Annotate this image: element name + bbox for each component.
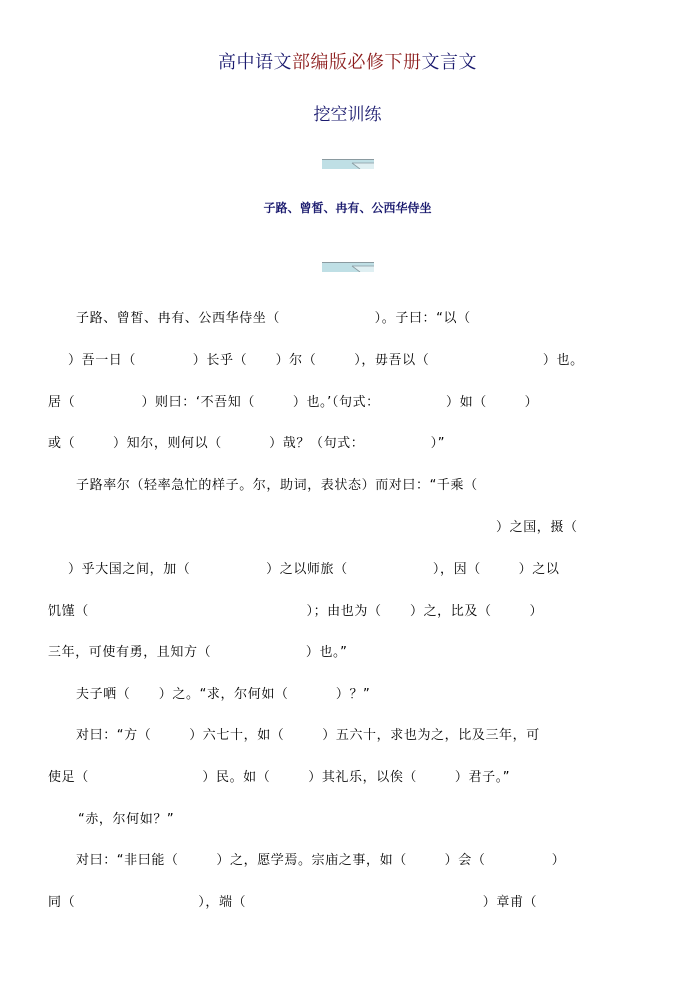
text-line: 三年，可使有勇，且知方（ ）也。” (48, 645, 348, 660)
text-line: “赤，尔何如？” (78, 812, 175, 827)
text-line: 对曰：“非曰能（ ）之，愿学焉。宗庙之事，如（ ）会（ ） (76, 853, 566, 868)
title-part1: 高中语文 (218, 52, 292, 73)
section-title: 子路、曾皙、冉有、公西华侍坐 (263, 201, 432, 215)
divider-icon (322, 262, 374, 272)
text-line: 子路率尔（轻率急忙的样子。尔，助词，表状态）而对曰：“千乘（ (76, 478, 478, 493)
text-line: 使足（ ）民。如（ ）其礼乐，以俟（ ）君子。” (48, 770, 511, 785)
divider-icon (322, 159, 374, 169)
text-line: 饥馑（ ）；由也为（ ）之，比及（ ） (48, 604, 544, 619)
text-line: ）吾一日（ ）长乎（ ）尔（ ），毋吾以（ ）也。 (68, 353, 584, 368)
text-line: 夫子哂（ ）之。“求，尔何如（ ）？” (76, 687, 371, 702)
text-line: 居（ ）则曰：‘不吾知（ ）也。’（句式： ）如（ ） (48, 395, 539, 410)
page-title (0, 48, 695, 74)
title-part2: 部编版必修下册 (292, 52, 422, 73)
page-subtitle: 挖空训练 (313, 105, 382, 125)
text-line: 同（ ），端（ ）章甫（ (48, 895, 538, 910)
text-line: ）乎大国之间，加（ ）之以师旅（ ），因（ ）之以 (68, 562, 560, 577)
title-part3: 文言文 (421, 52, 477, 73)
text-line: 对曰：“方（ ）六七十，如（ ）五六十，求也为之，比及三年，可 (76, 728, 540, 743)
text-line: 或（ ）知尔，则何以（ ）哉？（句式： ）” (48, 436, 446, 451)
text-line: 子路、曾皙、冉有、公西华侍坐（ ）。子曰：“以（ (76, 311, 471, 326)
text-line: ）之国，摄（ (496, 520, 578, 535)
